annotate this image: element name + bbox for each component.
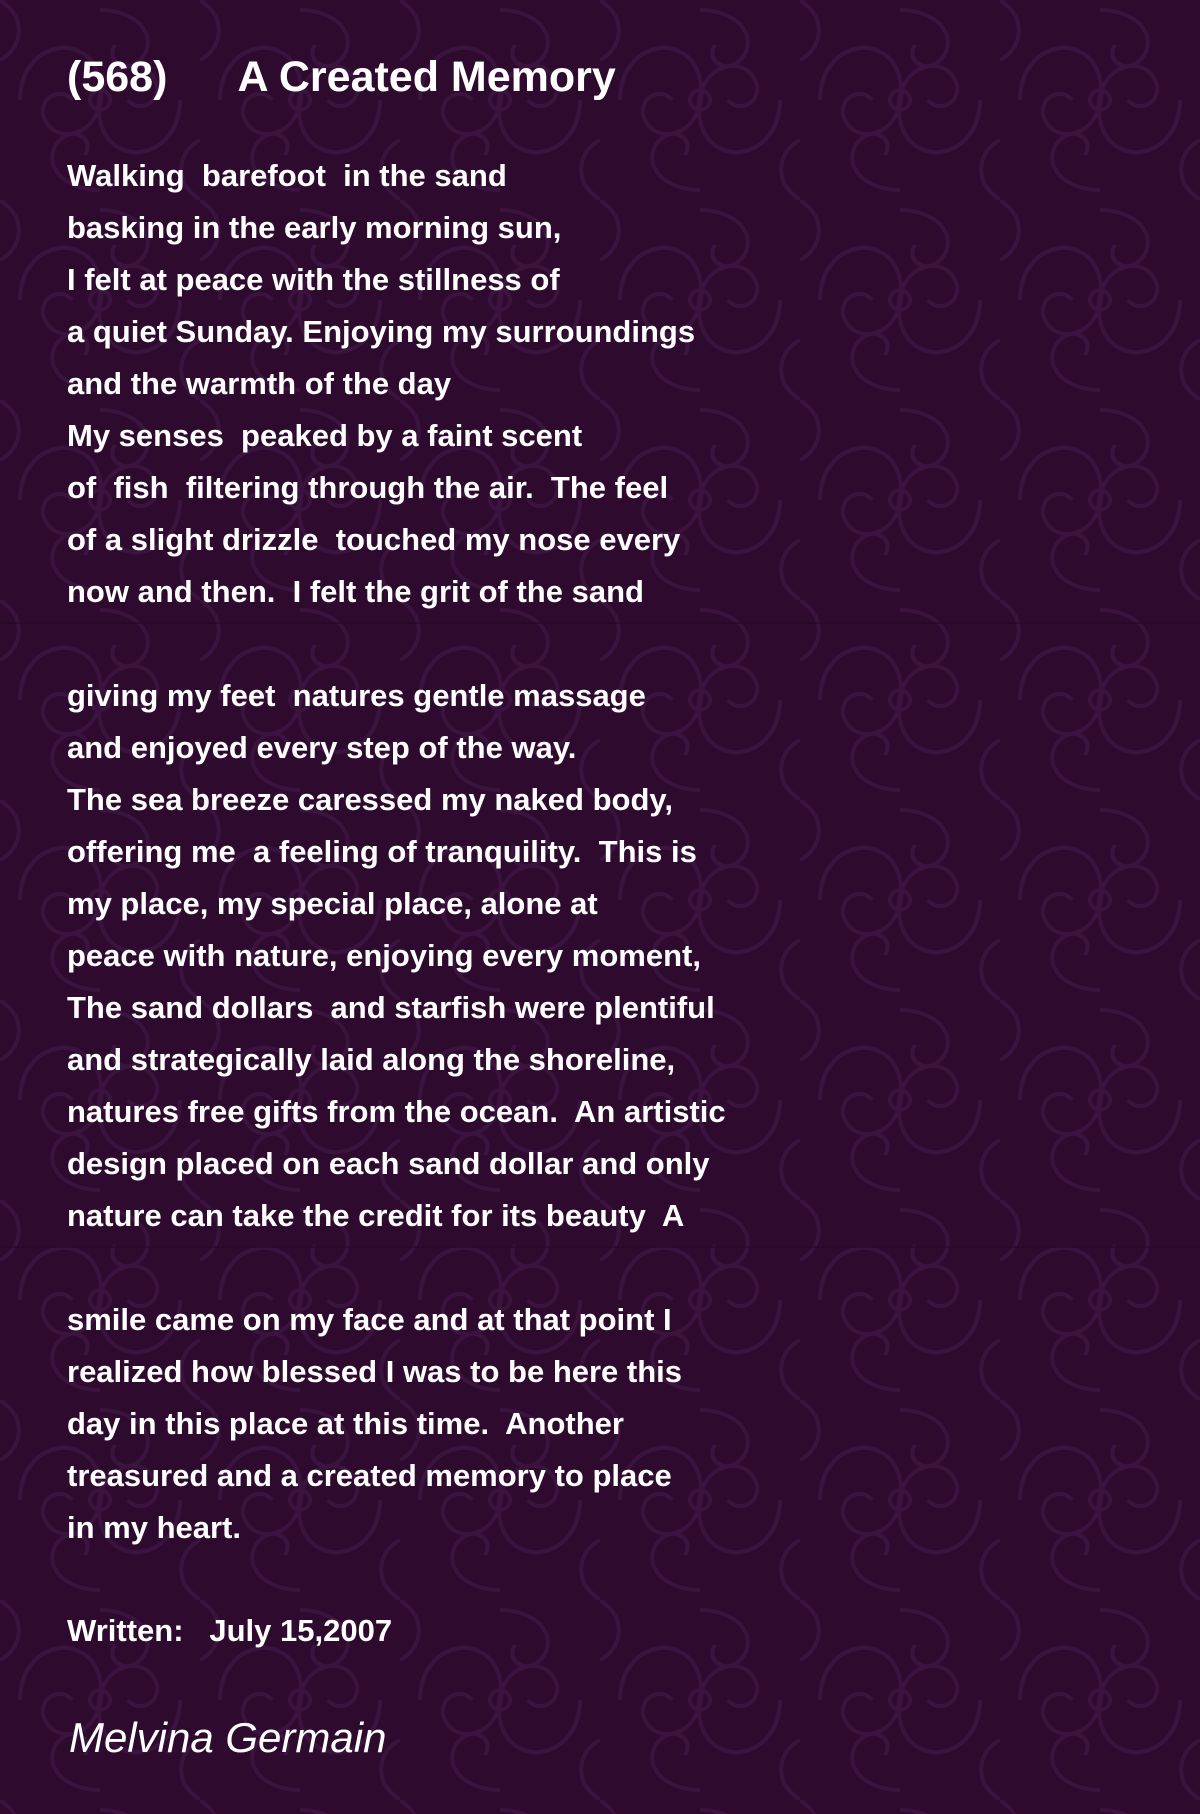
poem-author: Melvina Germain (69, 1714, 387, 1761)
poem-line: in my heart. (67, 1510, 241, 1545)
poem-line: My senses peaked by a faint scent (67, 418, 583, 453)
poem-line: of a slight drizzle touched my nose every (67, 522, 681, 557)
poem-line: treasured and a created memory to place (67, 1458, 672, 1493)
poem-line: day in this place at this time. Another (67, 1406, 624, 1441)
poem-line: giving my feet natures gentle massage (67, 678, 646, 713)
poem-line: of fish filtering through the air. The feel (67, 470, 669, 505)
poem-line: a quiet Sunday. Enjoying my surroundings (67, 314, 696, 349)
poem-line: Walking barefoot in the sand (67, 158, 507, 193)
poem-line: design placed on each sand dollar and only (67, 1146, 710, 1181)
poem-line: smile came on my face and at that point I (67, 1302, 672, 1337)
poem-line: The sea breeze caressed my naked body, (67, 782, 673, 817)
poem-line: my place, my special place, alone at (67, 886, 598, 921)
poem-line: and the warmth of the day (67, 366, 452, 401)
poem-line: basking in the early morning sun, (67, 210, 562, 245)
poem-line: peace with nature, enjoying every moment, (67, 938, 701, 973)
poem-line: now and then. I felt the grit of the sand (67, 574, 644, 609)
poem-line: and strategically laid along the shoreline, (67, 1042, 676, 1077)
poem-written-date: Written: July 15,2007 (67, 1613, 393, 1648)
poem-line: natures free gifts from the ocean. An artistic (67, 1094, 726, 1129)
poem-title: (568) A Created Memory (67, 53, 616, 101)
stanza-break (67, 618, 726, 670)
poem-line: The sand dollars and starfish were plentiful (67, 990, 715, 1025)
poem-line: offering me a feeling of tranquility. This is (67, 834, 697, 869)
poem-line: realized how blessed I was to be here this (67, 1354, 683, 1389)
poem-line: I felt at peace with the stillness of (67, 262, 560, 297)
poem-body (67, 150, 726, 1554)
poem-line: nature can take the credit for its beauty A (67, 1198, 685, 1233)
stanza-break (67, 1242, 726, 1294)
poem-line: and enjoyed every step of the way. (67, 730, 577, 765)
